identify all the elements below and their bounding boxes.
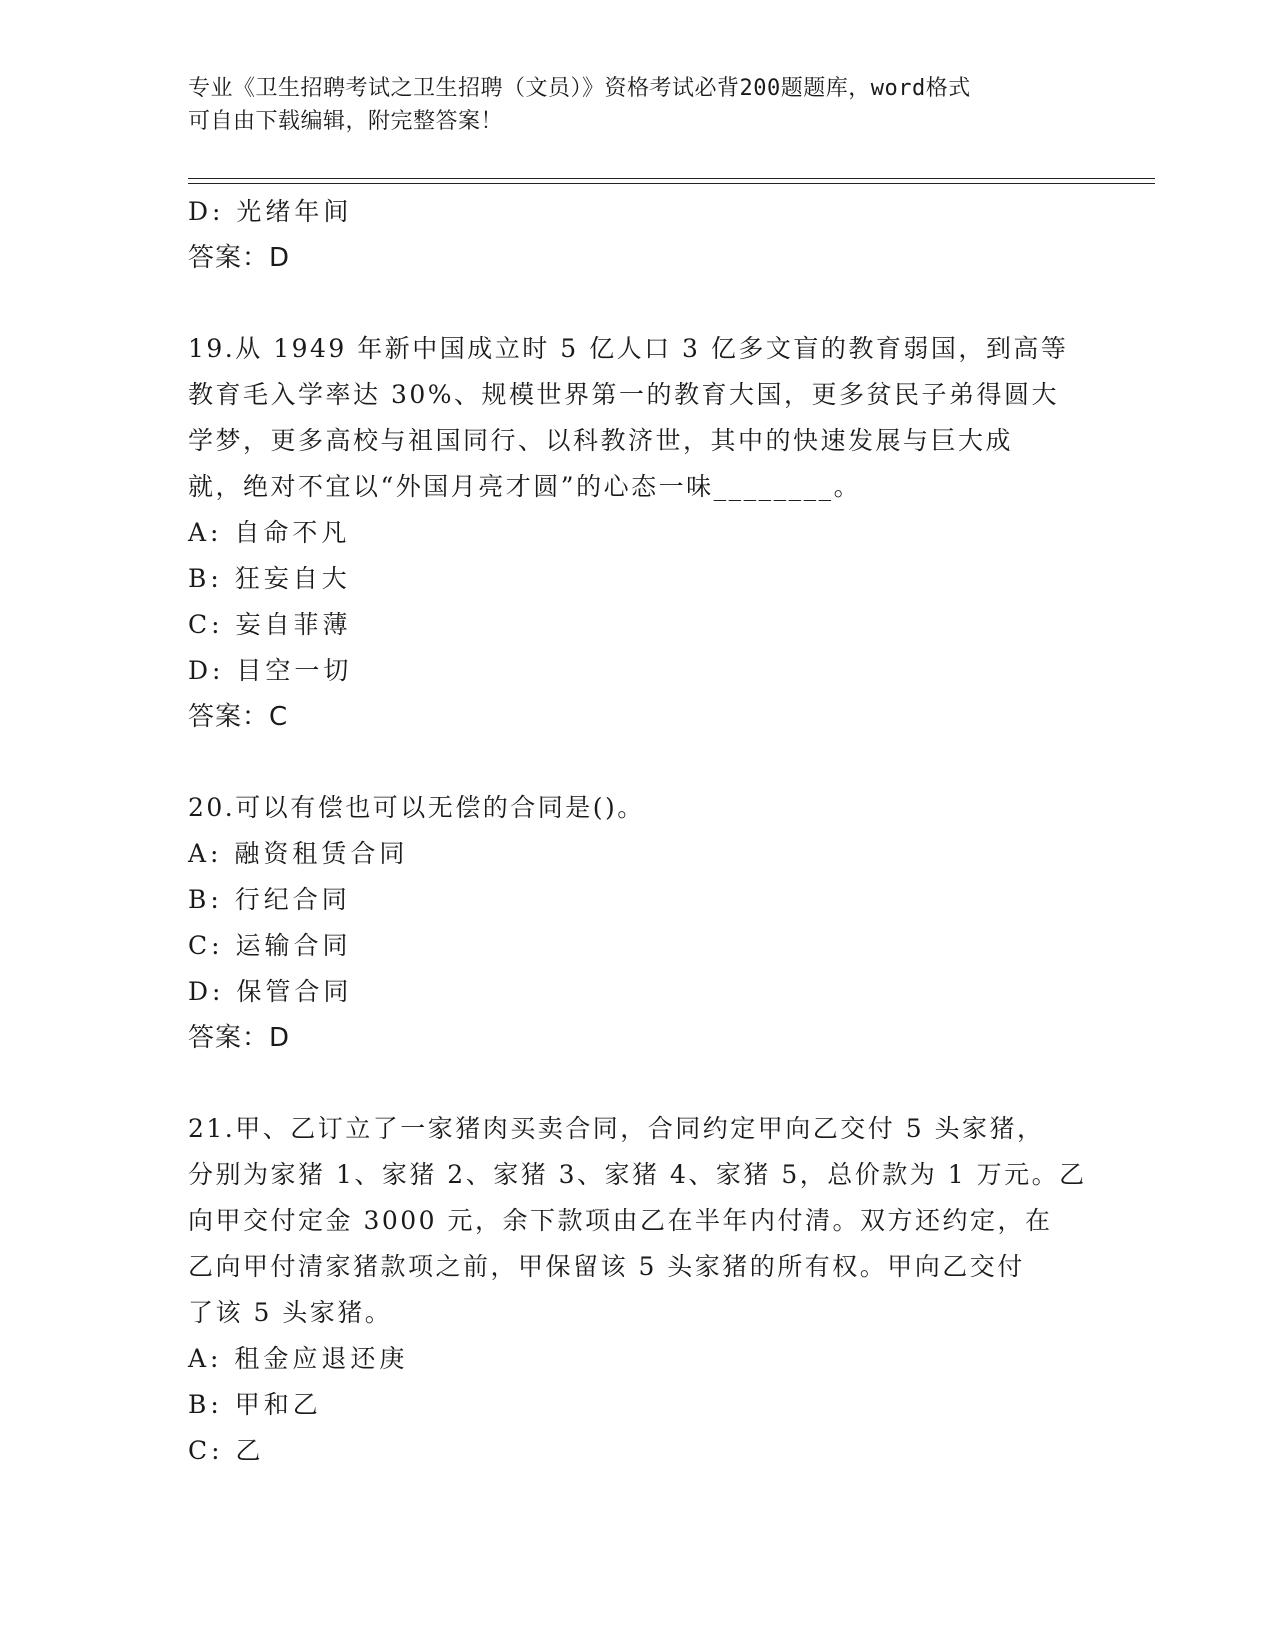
- document-header: [188, 72, 1068, 138]
- question-text-line: 乙向甲付清家猪款项之前，甲保留该 5 头家猪的所有权。甲向乙交付: [188, 1252, 1025, 1281]
- option-d: D: 光绪年间: [188, 197, 353, 226]
- question-text-line: 教育毛入学率达 30%、规模世界第一的教育大国，更多贫民子弟得圆大: [188, 380, 1060, 409]
- answer-line: 答案：D: [188, 243, 291, 273]
- question-21: [188, 1106, 1088, 1474]
- question-text-line: 19.从 1949 年新中国成立时 5 亿人口 3 亿多文盲的教育弱国，到高等: [188, 334, 1069, 363]
- option-b: B: 甲和乙: [188, 1390, 322, 1419]
- previous-question-tail: [188, 189, 1088, 281]
- option-c: C: 妄自菲薄: [188, 610, 352, 639]
- option-a: A: 租金应退还庚: [188, 1344, 409, 1373]
- question-20: [188, 785, 1088, 1061]
- option-b: B: 行纪合同: [188, 885, 351, 914]
- option-d: D: 目空一切: [188, 656, 353, 685]
- document-body: [188, 189, 1088, 1474]
- option-b: B: 狂妄自大: [188, 564, 351, 593]
- option-d: D: 保管合同: [188, 977, 353, 1006]
- answer-line: 答案：D: [188, 1023, 291, 1053]
- option-a: A: 自命不凡: [188, 518, 351, 547]
- question-text-line: 分别为家猪 1、家猪 2、家猪 3、家猪 4、家猪 5，总价款为 1 万元。乙: [188, 1160, 1087, 1189]
- question-text-line: 20.可以有偿也可以无偿的合同是()。: [188, 793, 645, 822]
- question-text-line: 了该 5 头家猪。: [188, 1298, 393, 1327]
- question-text-line: 学梦，更多高校与祖国同行、以科教济世，其中的快速发展与巨大成: [188, 426, 1014, 455]
- option-a: A: 融资租赁合同: [188, 839, 409, 868]
- header-divider-top: [188, 178, 1155, 179]
- answer-line: 答案：C: [188, 702, 289, 732]
- option-c: C: 运输合同: [188, 931, 352, 960]
- header-line-2: 可自由下载编辑，附完整答案！: [188, 109, 504, 134]
- header-line-1: 专业《卫生招聘考试之卫生招聘（文员）》资格考试必背200题题库，word格式: [188, 76, 971, 101]
- question-text-line: 就，绝对不宜以“外国月亮才圆”的心态一味________。: [188, 472, 862, 501]
- question-text-line: 21.甲、乙订立了一家猪肉买卖合同，合同约定甲向乙交付 5 头家猪，: [188, 1114, 1045, 1143]
- question-text-line: 向甲交付定金 3000 元，余下款项由乙在半年内付清。双方还约定，在: [188, 1206, 1053, 1235]
- option-c: C: 乙: [188, 1436, 265, 1465]
- question-19: [188, 326, 1088, 740]
- header-divider-bottom: [188, 183, 1155, 184]
